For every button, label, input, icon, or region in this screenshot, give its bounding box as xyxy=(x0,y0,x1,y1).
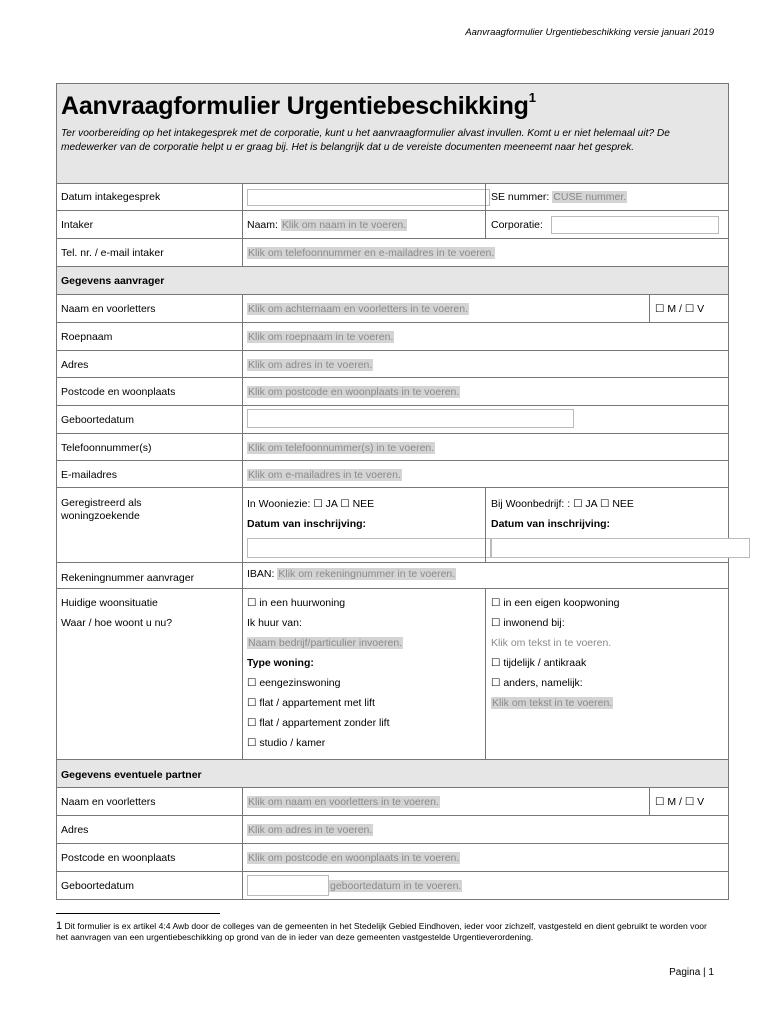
option-studio[interactable]: ☐ studio / kamer xyxy=(247,737,326,749)
footnote-separator xyxy=(56,913,220,914)
label-partner-postcode: Postcode en woonplaats xyxy=(61,852,176,864)
anders-field[interactable]: Klik om tekst in te voeren. xyxy=(492,697,613,709)
se-nummer-field[interactable]: CUSE nummer. xyxy=(553,191,627,203)
label-geboortedatum: Geboortedatum xyxy=(61,414,134,426)
title-box xyxy=(57,84,728,184)
row-geboortedatum xyxy=(57,406,728,434)
footnote-number: 1 xyxy=(56,920,63,932)
row-telefoon xyxy=(57,434,728,461)
row-naam-aanvrager xyxy=(57,295,728,323)
row-geregistreerd xyxy=(57,488,728,562)
row-postcode xyxy=(57,378,728,406)
tel-intaker-field[interactable]: Klik om telefoonnummer en e-mailadres in te voeren. xyxy=(248,247,495,259)
section-partner xyxy=(57,760,728,788)
row-tel-intaker xyxy=(57,239,728,267)
adres-field[interactable]: Klik om adres in te voeren. xyxy=(248,359,373,371)
label-email: E-mailadres xyxy=(61,469,118,481)
datum-intake-field[interactable] xyxy=(247,189,490,206)
label-tel-intaker: Tel. nr. / e-mail intaker xyxy=(61,247,164,259)
page-number: Pagina | 1 xyxy=(669,967,714,978)
row-partner-geboortedatum xyxy=(57,872,728,899)
inwonend-field[interactable]: Klik om tekst in te voeren. xyxy=(491,637,612,649)
section-title-partner: Gegevens eventuele partner xyxy=(61,769,202,781)
label-naam: Naam en voorletters xyxy=(61,303,156,315)
label-postcode: Postcode en woonplaats xyxy=(61,386,176,398)
email-field[interactable]: Klik om e-mailadres in te voeren. xyxy=(248,469,401,481)
row-partner-adres xyxy=(57,816,728,844)
partner-naam-field[interactable]: Klik om naam en voorletters in te voeren. xyxy=(248,796,439,808)
corporatie-field[interactable] xyxy=(551,216,719,234)
label-type-woning: Type woning: xyxy=(247,657,314,669)
option-koopwoning[interactable]: ☐ in een eigen koopwoning xyxy=(491,597,620,609)
gender-checkboxes[interactable]: ☐ M / ☐ V xyxy=(655,303,705,315)
option-eengezinswoning[interactable]: ☐ eengezinswoning xyxy=(247,677,341,689)
label-datum-inschrijving-woonbedrijf: Datum van inschrijving: xyxy=(491,518,611,530)
label-woonsituatie: Huidige woonsituatie xyxy=(61,597,158,609)
row-partner-naam xyxy=(57,788,728,816)
datum-inschrijving-wooniezie-field[interactable] xyxy=(247,538,491,558)
label-rekeningnummer: Rekeningnummer aanvrager xyxy=(61,572,195,584)
label-datum-intake: Datum intakegesprek xyxy=(61,191,161,203)
page-title: Aanvraagformulier Urgentiebeschikking$^1$ xyxy=(61,89,536,120)
geboortedatum-field[interactable] xyxy=(247,409,574,428)
footnote xyxy=(56,921,721,943)
iban-field[interactable]: Klik om rekeningnummer in te voeren. xyxy=(278,568,456,580)
naam-field[interactable]: Klik om achternaam en voorletters in te voeren. xyxy=(248,303,469,315)
se-nummer[interactable]: SE nummer: CUSE nummer. xyxy=(491,191,627,203)
wooniezie-checkboxes[interactable]: In Wooniezie: ☐ JA ☐ NEE xyxy=(247,498,375,510)
footnote-ref: 1 xyxy=(528,89,536,105)
running-header: Aanvraagformulier Urgentiebeschikking versie januari 2019 xyxy=(465,27,714,38)
section-title-aanvrager: Gegevens aanvrager xyxy=(61,275,165,287)
partner-adres-field[interactable]: Klik om adres in te voeren. xyxy=(248,824,373,836)
partner-postcode-field[interactable]: Klik om postcode en woonplaats in te voeren. xyxy=(248,852,460,864)
intaker-naam-field[interactable]: Klik om naam in te voeren. xyxy=(281,219,407,231)
iban: IBAN: Klik om rekeningnummer in te voeren. xyxy=(247,568,456,580)
application-form xyxy=(56,83,729,900)
option-flat-zonder-lift[interactable]: ☐ flat / appartement zonder lift xyxy=(247,717,390,729)
label-adres: Adres xyxy=(61,359,89,371)
option-inwonend[interactable]: ☐ inwonend bij: xyxy=(491,617,565,629)
row-email xyxy=(57,461,728,488)
label-partner-naam: Naam en voorletters xyxy=(61,796,156,808)
telefoon-field[interactable]: Klik om telefoonnummer(s) in te voeren. xyxy=(248,442,435,454)
woonbedrijf-checkboxes[interactable]: Bij Woonbedrijf: : ☐ JA ☐ NEE xyxy=(491,498,634,510)
label-partner-geboortedatum: Geboortedatum xyxy=(61,880,134,892)
intaker-naam: Naam: Klik om naam in te voeren. xyxy=(247,219,407,231)
row-datum-intake xyxy=(57,184,728,211)
row-partner-postcode xyxy=(57,844,728,872)
option-huurwoning[interactable]: ☐ in een huurwoning xyxy=(247,597,346,609)
intro-text: Ter voorbereiding op het intakegesprek met de corporatie, kunt u het aanvraagformulier alvast invullen. Komt u er niet helemaal uit? De medewerker van de corporatie helpt u er graag bij. Het is belangrijk dat u de vereiste documenten meeneemt naar het gesprek. xyxy=(61,128,670,153)
option-flat-met-lift[interactable]: ☐ flat / appartement met lift xyxy=(247,697,375,709)
row-woonsituatie xyxy=(57,589,728,760)
section-aanvrager xyxy=(57,267,728,295)
row-adres xyxy=(57,351,728,378)
label-geregistreerd: Geregistreerd als woningzoekende xyxy=(61,497,142,522)
partner-gender-checkboxes[interactable]: ☐ M / ☐ V xyxy=(655,796,705,808)
row-intaker xyxy=(57,211,728,239)
label-ik-huur-van: Ik huur van: xyxy=(247,617,302,629)
label-datum-inschrijving-wooniezie: Datum van inschrijving: xyxy=(247,518,367,530)
partner-geboortedatum-field[interactable]: geboortedatum in te voeren. xyxy=(330,880,462,892)
label-telefoon: Telefoonnummer(s) xyxy=(61,442,152,454)
label-partner-adres: Adres xyxy=(61,824,89,836)
row-roepnaam xyxy=(57,323,728,351)
label-corporatie: Corporatie: xyxy=(491,219,543,231)
postcode-field[interactable]: Klik om postcode en woonplaats in te voeren. xyxy=(248,386,460,398)
footnote-text: Dit formulier is ex artikel 4:4 Awb door de colleges van de gemeenten in het Stedelijk Gebied Eindhoven, ieder voor zichzelf, vastgesteld en dient gebruikt te worden voor het aanvragen van een urgentiebeschikking op grond van de in ieder van deze gemeenten vastgestelde Urgentieverordening. xyxy=(56,921,707,942)
roepnaam-field[interactable]: Klik om roepnaam in te voeren. xyxy=(248,331,394,343)
label-waar: Waar / hoe woont u nu? xyxy=(61,617,173,629)
bedrijf-field[interactable]: Naam bedrijf/particulier invoeren. xyxy=(248,637,403,649)
option-anders[interactable]: ☐ anders, namelijk: xyxy=(491,677,583,689)
label-intaker: Intaker xyxy=(61,219,94,231)
datum-inschrijving-woonbedrijf-field[interactable] xyxy=(491,538,750,558)
partner-geboortedatum-box[interactable] xyxy=(247,875,329,896)
row-rekeningnummer xyxy=(57,562,728,589)
label-roepnaam: Roepnaam xyxy=(61,331,113,343)
option-antikraak[interactable]: ☐ tijdelijk / antikraak xyxy=(491,657,587,669)
